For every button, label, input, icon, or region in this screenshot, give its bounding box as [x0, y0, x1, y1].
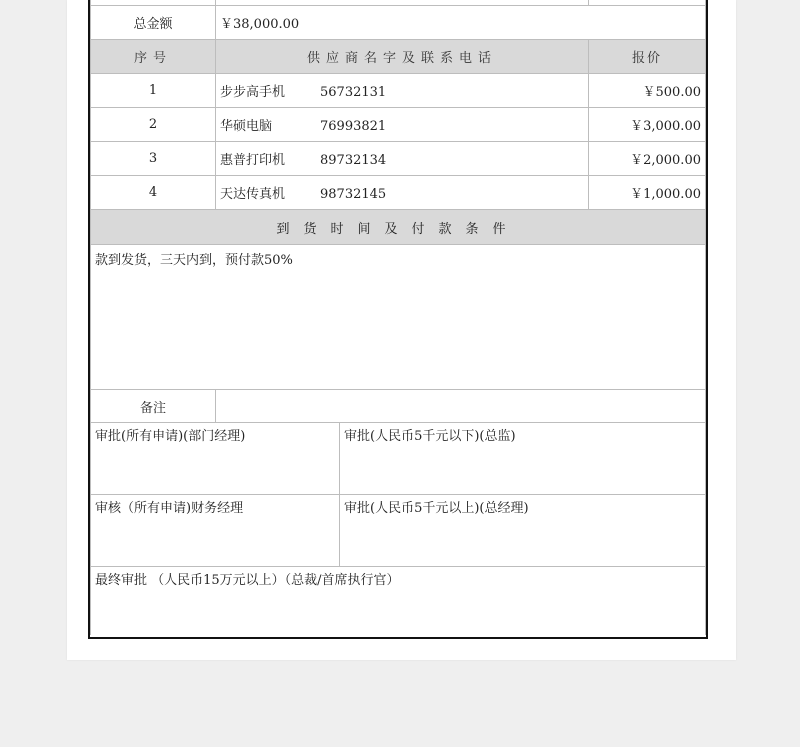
approval-row-1 [91, 423, 706, 495]
supplier-name: 惠普打印机 [220, 153, 286, 168]
approval-row-2 [91, 495, 706, 567]
supplier-phone: 89732134 [320, 153, 387, 168]
table-row [91, 176, 706, 210]
price-header: 报价 [589, 40, 706, 74]
total-label: 总金额 [91, 6, 216, 40]
supplier-name: 天达传真机 [220, 187, 286, 202]
supplier-info [216, 142, 589, 176]
table-row [91, 108, 706, 142]
terms-text: 款到发货，三天内到，预付款50% [91, 245, 706, 390]
director-approval: 审批(人民币5千元以下)(总监) [340, 423, 706, 495]
table-row [91, 74, 706, 108]
remarks-row [91, 390, 706, 423]
terms-header-row [91, 210, 706, 245]
supplier-price: ￥500.00 [589, 74, 706, 108]
total-row [91, 6, 706, 40]
table-row [91, 142, 706, 176]
dept-manager-approval: 审批(所有申请)(部门经理) [91, 423, 340, 495]
supplier-info [216, 108, 589, 142]
remarks-value [216, 390, 706, 423]
supplier-seq: 3 [91, 142, 216, 176]
supplier-seq: 1 [91, 74, 216, 108]
supplier-name: 步步高手机 [220, 85, 286, 100]
supplier-phone: 98732145 [320, 187, 387, 202]
terms-header: 到货时间及付款条件 [91, 210, 706, 245]
finance-manager-review: 审核（所有申请)财务经理 [91, 495, 340, 567]
purchase-form [88, 0, 708, 639]
terms-row [91, 245, 706, 390]
supplier-info [216, 176, 589, 210]
supplier-price: ￥3,000.00 [589, 108, 706, 142]
supplier-header: 供应商名字及联系电话 [216, 40, 589, 74]
supplier-seq: 2 [91, 108, 216, 142]
supplier-header-row [91, 40, 706, 74]
remarks-label: 备注 [91, 390, 216, 423]
final-approval-row [91, 567, 706, 636]
approval-table [90, 422, 706, 635]
supplier-price: ￥1,000.00 [589, 176, 706, 210]
seq-header: 序号 [91, 40, 216, 74]
supplier-phone: 76993821 [320, 119, 387, 134]
final-approval: 最终审批 （人民币15万元以上）（总裁/首席执行官） [91, 567, 706, 636]
supplier-phone: 56732131 [320, 85, 387, 100]
supplier-price: ￥2,000.00 [589, 142, 706, 176]
general-manager-approval: 审批(人民币5千元以上)(总经理) [340, 495, 706, 567]
supplier-info [216, 74, 589, 108]
supplier-name: 华硕电脑 [220, 119, 273, 134]
total-value: ￥38,000.00 [216, 6, 706, 40]
supplier-seq: 4 [91, 176, 216, 210]
form-table [90, 0, 706, 423]
